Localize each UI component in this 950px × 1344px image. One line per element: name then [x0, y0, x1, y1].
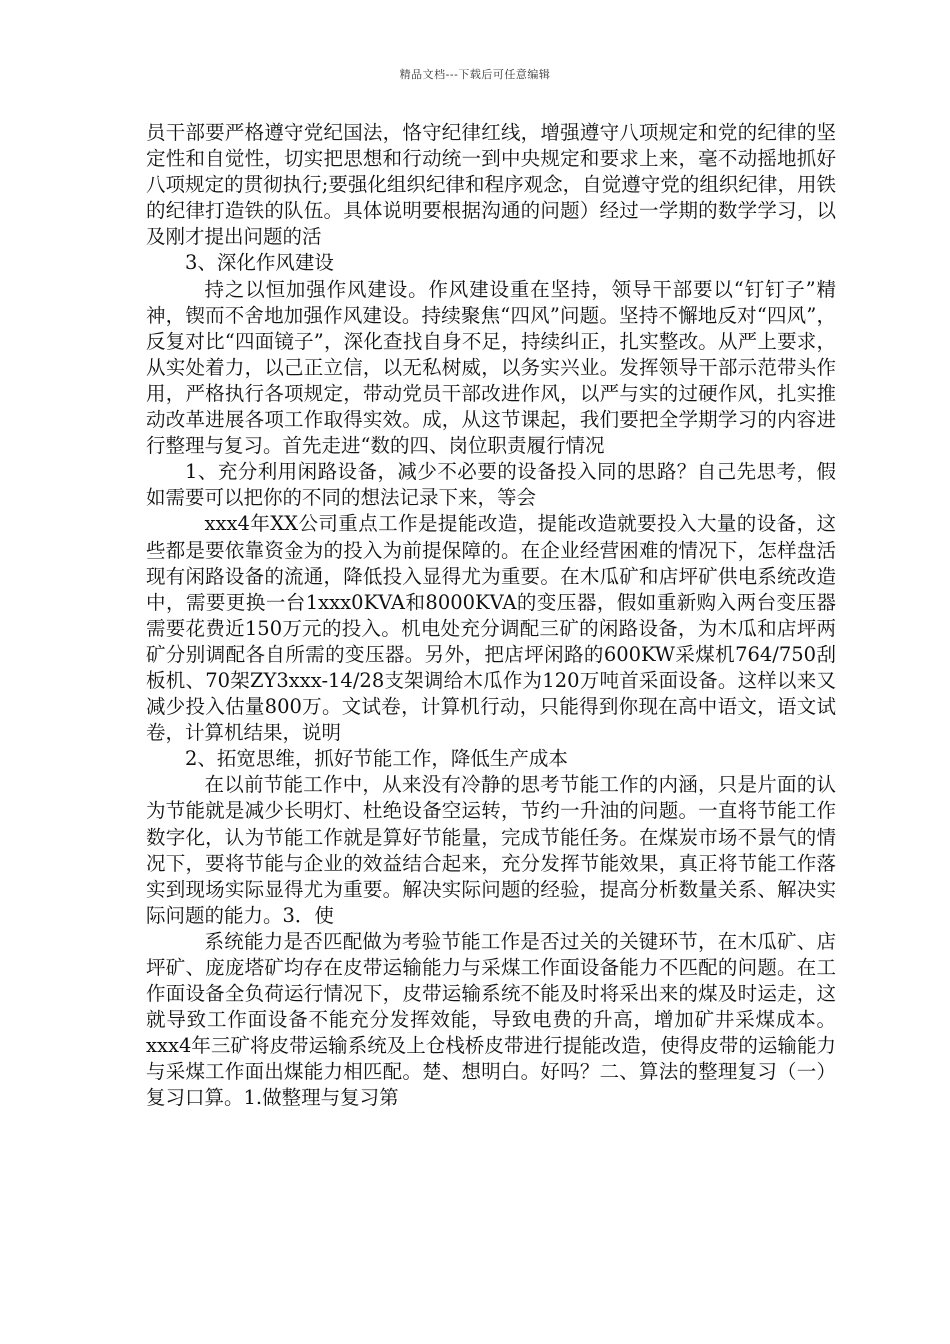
paragraph: 在以前节能工作中，从来没有冷静的思考节能工作的内涵，只是片面的认为节能就是减少长明灯、杜绝设备空运转，节约一升油的问题。一直将节能工作数字化，认为节能工作就是算好节能量，完成节能任务。在煤炭市场不景气的情况下，要将节能与企业的效益结合起来，充分发挥节能效果，真正将节能工作落实到现场实际显得尤为重要。解决实际问题的经验，提高分析数量关系、解决实际问题的能力。3．使	[146, 773, 836, 927]
section-heading: 2、拓宽思维，抓好节能工作，降低生产成本	[185, 747, 568, 771]
paragraph: 员干部要严格遵守党纪国法，恪守纪律红线，增强遵守八项规定和党的纪律的坚定性和自觉性，切实把思想和行动统一到中央规定和要求上来，毫不动摇地抓好八项规定的贯彻执行;要强化组织纪律和程序观念，自觉遵守党的组织纪律，用铁的纪律打造铁的队伍。具体说明要根据沟通的问题）经过一学期的数学学习，以及刚才提出问题的活	[146, 121, 836, 249]
section-heading: 1、充分利用闲路设备，减少不必要的设备投入同的思路？自己先思考，假如需要可以把你的不同的想法记录下来，等会	[146, 460, 836, 510]
document-body	[146, 120, 836, 1112]
paragraph: xxx4年XX公司重点工作是提能改造，提能改造就要投入大量的设备，这些都是要依靠资金为的投入为前提保障的。在企业经营困难的情况下，怎样盘活现有闲路设备的流通，降低投入显得尤为重要。在木瓜矿和店坪矿供电系统改造中，需要更换一台1xxx0KVA和8000KVA的变压器，假如重新购入两台变压器需要花费近150万元的投入。机电处充分调配三矿的闲路设备，为木瓜和店坪两矿分别调配各自所需的变压器。另外，把店坪闲路的600KW采煤机764/750刮板机、70架ZY3xxx-14/28支架调给木瓜作为120万吨首采面设备。这样以来又减少投入估量800万。文试卷，计算机行动，只能得到你现在高中语文，语文试卷，计算机结果，说明	[146, 512, 836, 745]
paragraph: 持之以恒加强作风建设。作风建设重在坚持，领导干部要以“钉钉子”精神，锲而不舍地加强作风建设。持续聚焦“四风”问题。坚持不懈地反对“四风”，反复对比“四面镜子”，深化查找自身不足，持续纠正，扎实整改。从严上要求，从实处着力，以己正立信，以无私树威，以务实兴业。发挥领导干部示范带头作用，严格执行各项规定，带动党员干部改进作风，以严与实的过硬作风，扎实推动改革进展各项工作取得实效。成，从这节课起，我们要把全学期学习的内容进行整理与复习。首先走进“数的四、岗位职责履行情况	[146, 277, 836, 458]
paragraph: 系统能力是否匹配做为考验节能工作是否过关的关键环节，在木瓜矿、店坪矿、庞庞塔矿均存在皮带运输能力与采煤工作面设备能力不匹配的问题。在工作面设备全负荷运行情况下，皮带运输系统不能及时将采出来的煤及时运走，这就导致工作面设备不能充分发挥效能，导致电费的升高，增加矿井采煤成本。xxx4年三矿将皮带运输系统及上仓栈桥皮带进行提能改造，使得皮带的运输能力与采煤工作面出煤能力相匹配。楚、想明白。好吗？二、算法的整理复习（一）复习口算。1.做整理与复习第	[146, 929, 836, 1110]
page-header: 精品文档---下载后可任意编辑	[399, 68, 551, 81]
section-heading: 3、深化作风建设	[185, 251, 334, 275]
